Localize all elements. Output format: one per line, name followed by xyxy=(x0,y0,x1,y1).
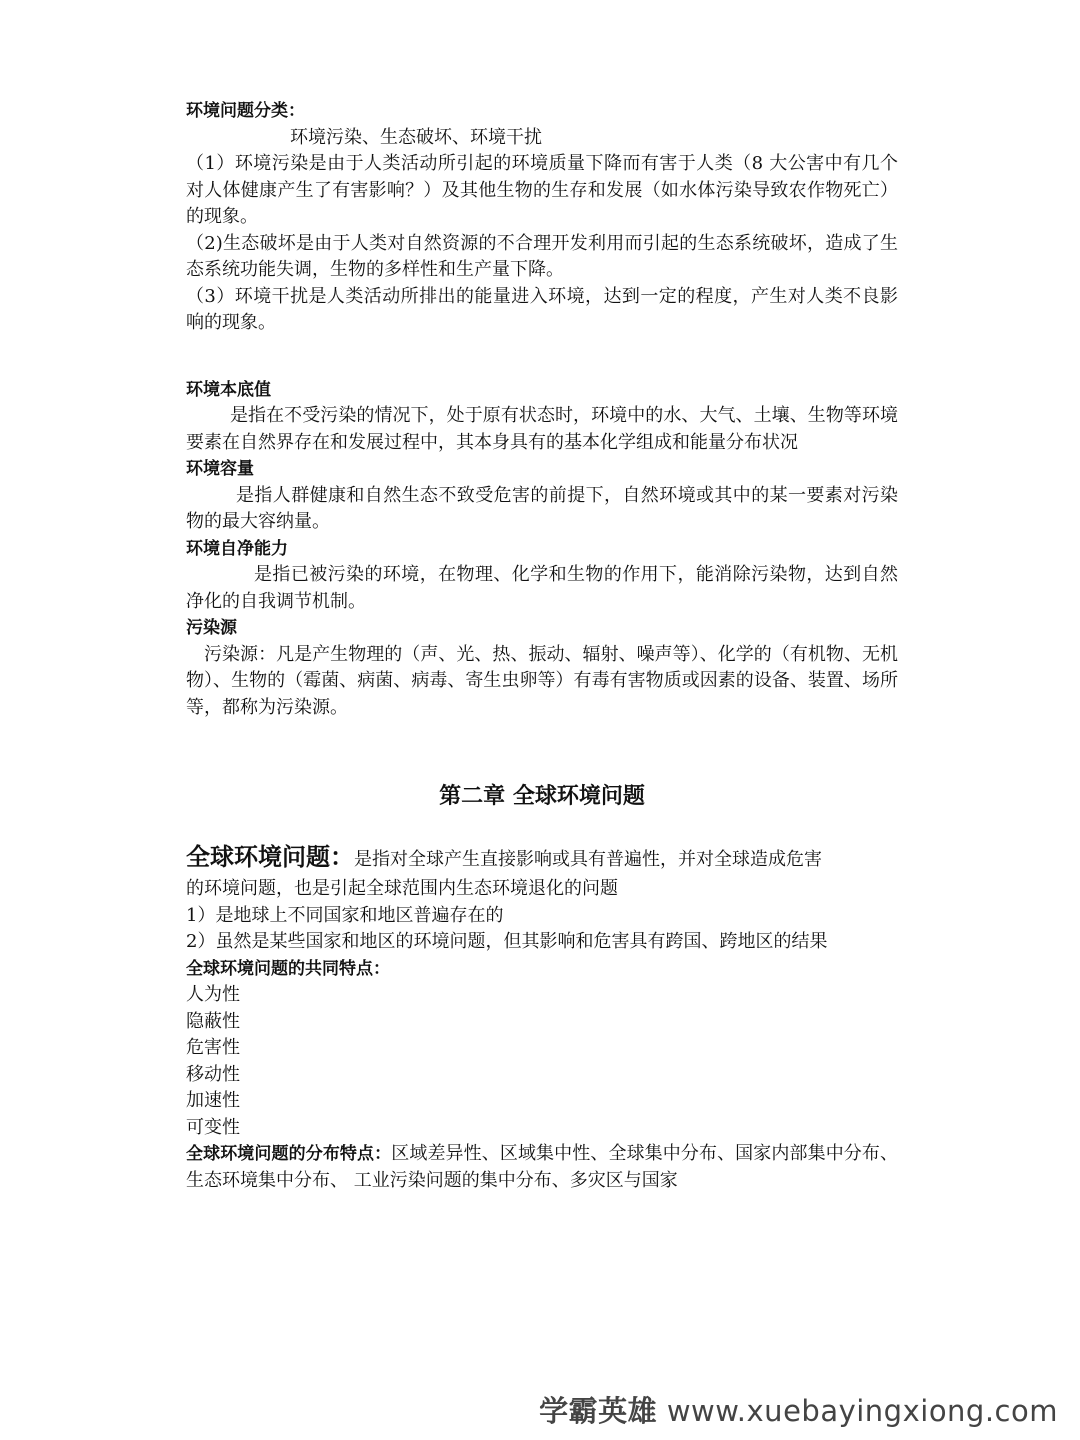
classification-item-3: （3）环境干扰是人类活动所排出的能量进入环境，达到一定的程度，产生对人类不良影响的现象。 xyxy=(186,285,898,333)
term-heading-self-purification: 环境自净能力 xyxy=(186,538,288,559)
common-traits-heading: 全球环境问题的共同特点： xyxy=(186,958,390,979)
trait-item: 加速性 xyxy=(186,1090,240,1111)
global-term: 全球环境问题： xyxy=(186,843,354,871)
global-definition-rest: 的环境问题，也是引起全球范围内生态环境退化的问题 xyxy=(186,878,618,899)
global-definition-first: 是指对全球产生直接影响或具有普遍性，并对全球造成危害 xyxy=(354,849,822,870)
distribution-paragraph xyxy=(186,1141,898,1194)
classification-item-2: （2)生态破坏是由于人类对自然资源的不合理开发利用而引起的生态系统破坏，造成了生态系统功能失调，生物的多样性和生产量下降。 xyxy=(186,232,898,280)
term-text-pollution-source: 污染源：凡是产生物理的（声、光、热、振动、辐射、噪声等）、化学的（有机物、无机物）、生物的（霉菌、病菌、病毒、寄生虫卵等）有毒有害物质或因素的设备、装置、场所等，都称为污染源。 xyxy=(186,643,898,718)
trait-item: 隐蔽性 xyxy=(186,1010,240,1032)
classification-subline: 环境污染、生态破坏、环境干扰 xyxy=(290,126,542,148)
term-text-self-purification: 是指已被污染的环境，在物理、化学和生物的作用下，能消除污染物，达到自然净化的自我调节机制。 xyxy=(186,564,898,612)
term-heading-pollution-source: 污染源 xyxy=(186,618,237,638)
distribution-text: 区域差异性、区域集中性、全球集中分布、国家内部集中分布、 生态环境集中分布、 工业污染问题的集中分布、多灾区与国家 xyxy=(186,1143,899,1191)
global-point-2: 2）虽然是某些国家和地区的环境问题，但其影响和危害具有跨国、跨地区的结果 xyxy=(186,931,828,952)
section-heading-classification: 环境问题分类： xyxy=(186,101,305,121)
site-watermark xyxy=(539,1389,1058,1430)
trait-item: 危害性 xyxy=(186,1037,240,1058)
term-text-background-value: 是指在不受污染的情况下，处于原有状态时，环境中的水、大气、土壤、生物等环境要素在自然界存在和发展过程中，其本身具有的基本化学组成和能量分布状况 xyxy=(186,405,898,453)
term-heading-background-value: 环境本底值 xyxy=(186,379,271,400)
classification-item-1: （1）环境污染是由于人类活动所引起的环境质量下降而有害于人类（8 大公害中有几个对人体健康产生了有害影响？）及其他生物的生存和发展（如水体污染导致农作物死亡）的现象。 xyxy=(186,153,898,227)
global-definition xyxy=(186,837,898,880)
global-point-1: 1）是地球上不同国家和地区普遍存在的 xyxy=(186,904,504,926)
watermark-url: www.xuebayingxiong.com xyxy=(666,1394,1058,1428)
trait-item: 移动性 xyxy=(186,1063,240,1085)
trait-item: 人为性 xyxy=(186,984,240,1005)
spacer xyxy=(186,721,898,777)
term-heading-capacity: 环境容量 xyxy=(186,459,254,479)
document-page xyxy=(186,98,898,1194)
distribution-heading: 全球环境问题的分布特点： xyxy=(186,1144,392,1164)
term-text-capacity: 是指人群健康和自然生态不致受危害的前提下，自然环境或其中的某一要素对污染物的最大容纳量。 xyxy=(186,484,898,532)
chapter-title: 第二章 全球环境问题 xyxy=(439,784,645,809)
spacer xyxy=(186,817,898,837)
spacer xyxy=(186,337,898,377)
watermark-brand: 学霸英雄 xyxy=(539,1394,658,1428)
trait-item: 可变性 xyxy=(186,1116,240,1138)
